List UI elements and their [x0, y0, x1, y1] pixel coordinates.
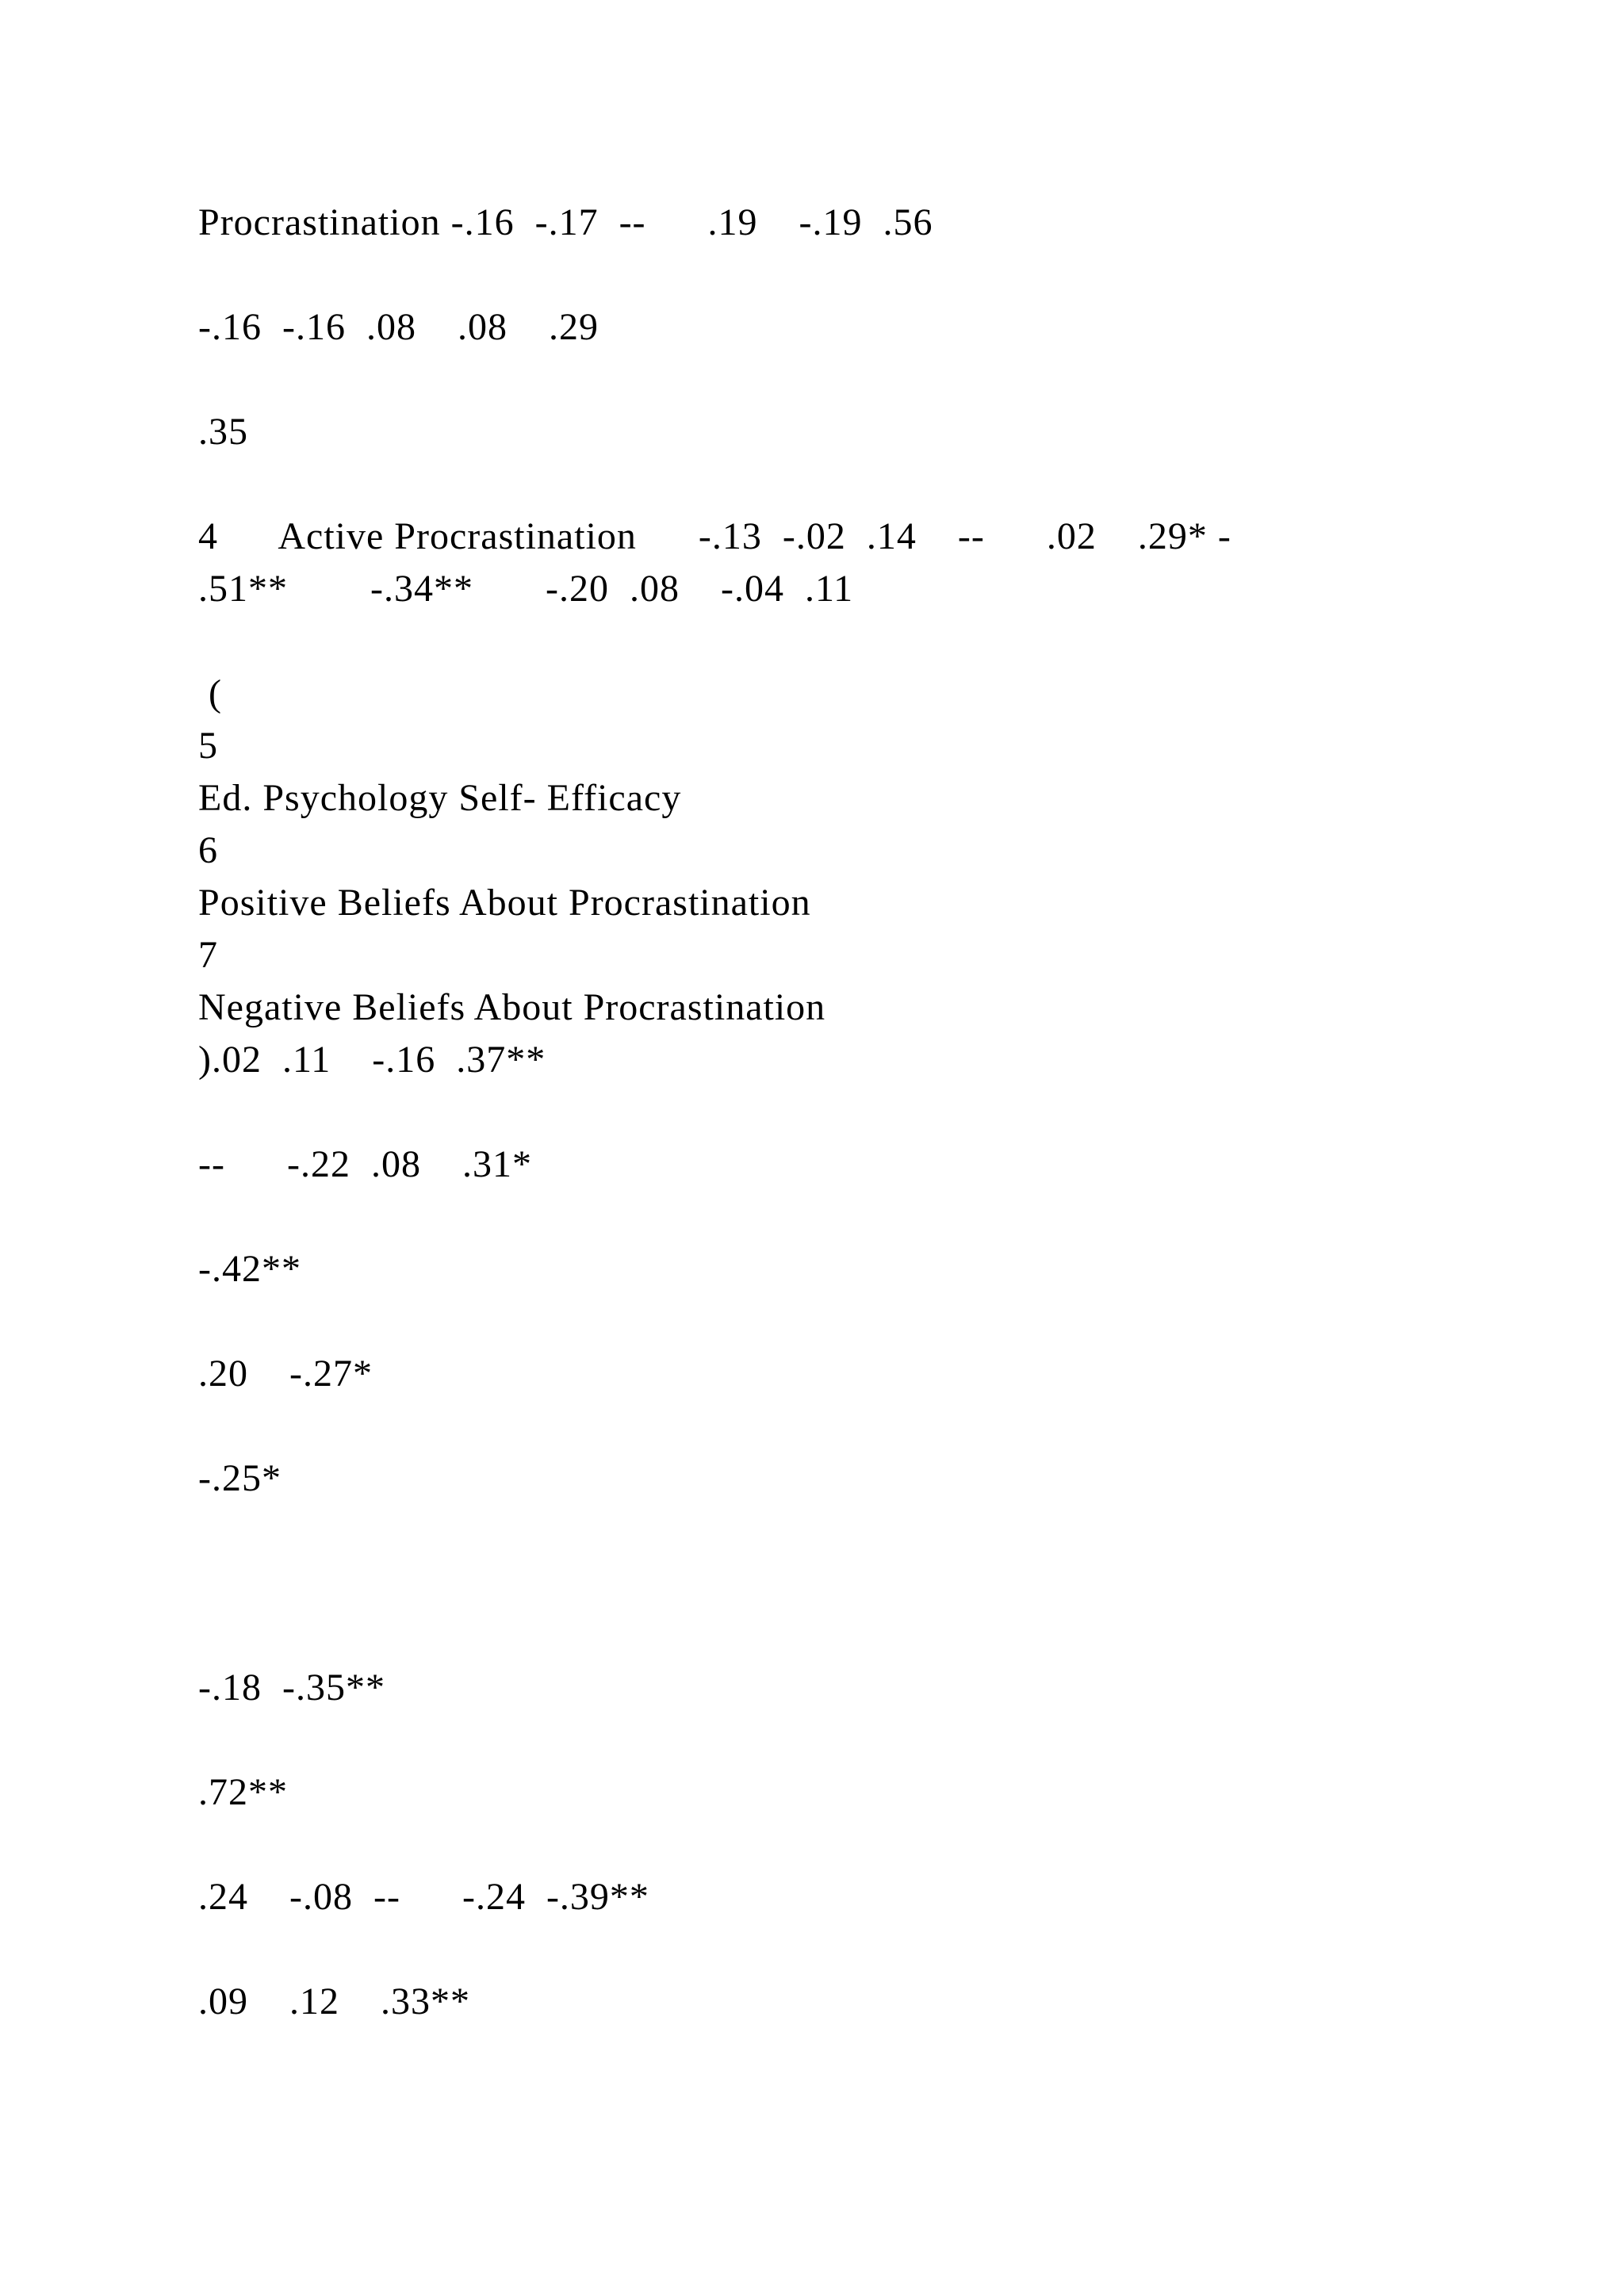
text-line-12: Negative Beliefs About Procrastination [198, 986, 826, 1028]
text-line-20: .24 -.08 -- -.24 -.39** [198, 1876, 649, 1918]
text-line-6: ( [198, 672, 222, 714]
text-line-3: .35 [198, 411, 248, 453]
text-line-15: -.42** [198, 1248, 301, 1290]
text-line-4: 4 Active Procrastination -.13 -.02 .14 -- .02 .29* - [198, 515, 1231, 557]
text-line-5: .51** -.34** -.20 .08 -.04 .11 [198, 568, 854, 610]
text-line-13: ).02 .11 -.16 .37** [198, 1039, 546, 1081]
text-line-18: -.18 -.35** [198, 1667, 385, 1709]
text-line-2: -.16 -.16 .08 .08 .29 [198, 306, 599, 348]
text-line-16: .20 -.27* [198, 1353, 373, 1395]
text-line-14: -- -.22 .08 .31* [198, 1143, 532, 1185]
text-line-19: .72** [198, 1771, 288, 1813]
text-line-8: Ed. Psychology Self- Efficacy [198, 777, 682, 819]
text-line-9: 6 [198, 829, 218, 871]
text-line-21: .09 .12 .33** [198, 1980, 470, 2022]
text-line-10: Positive Beliefs About Procrastination [198, 882, 811, 924]
text-line-17: -.25* [198, 1457, 282, 1499]
text-line-11: 7 [198, 934, 218, 976]
text-line-1: Procrastination -.16 -.17 -- .19 -.19 .56 [198, 201, 933, 243]
text-line-7: 5 [198, 725, 218, 767]
